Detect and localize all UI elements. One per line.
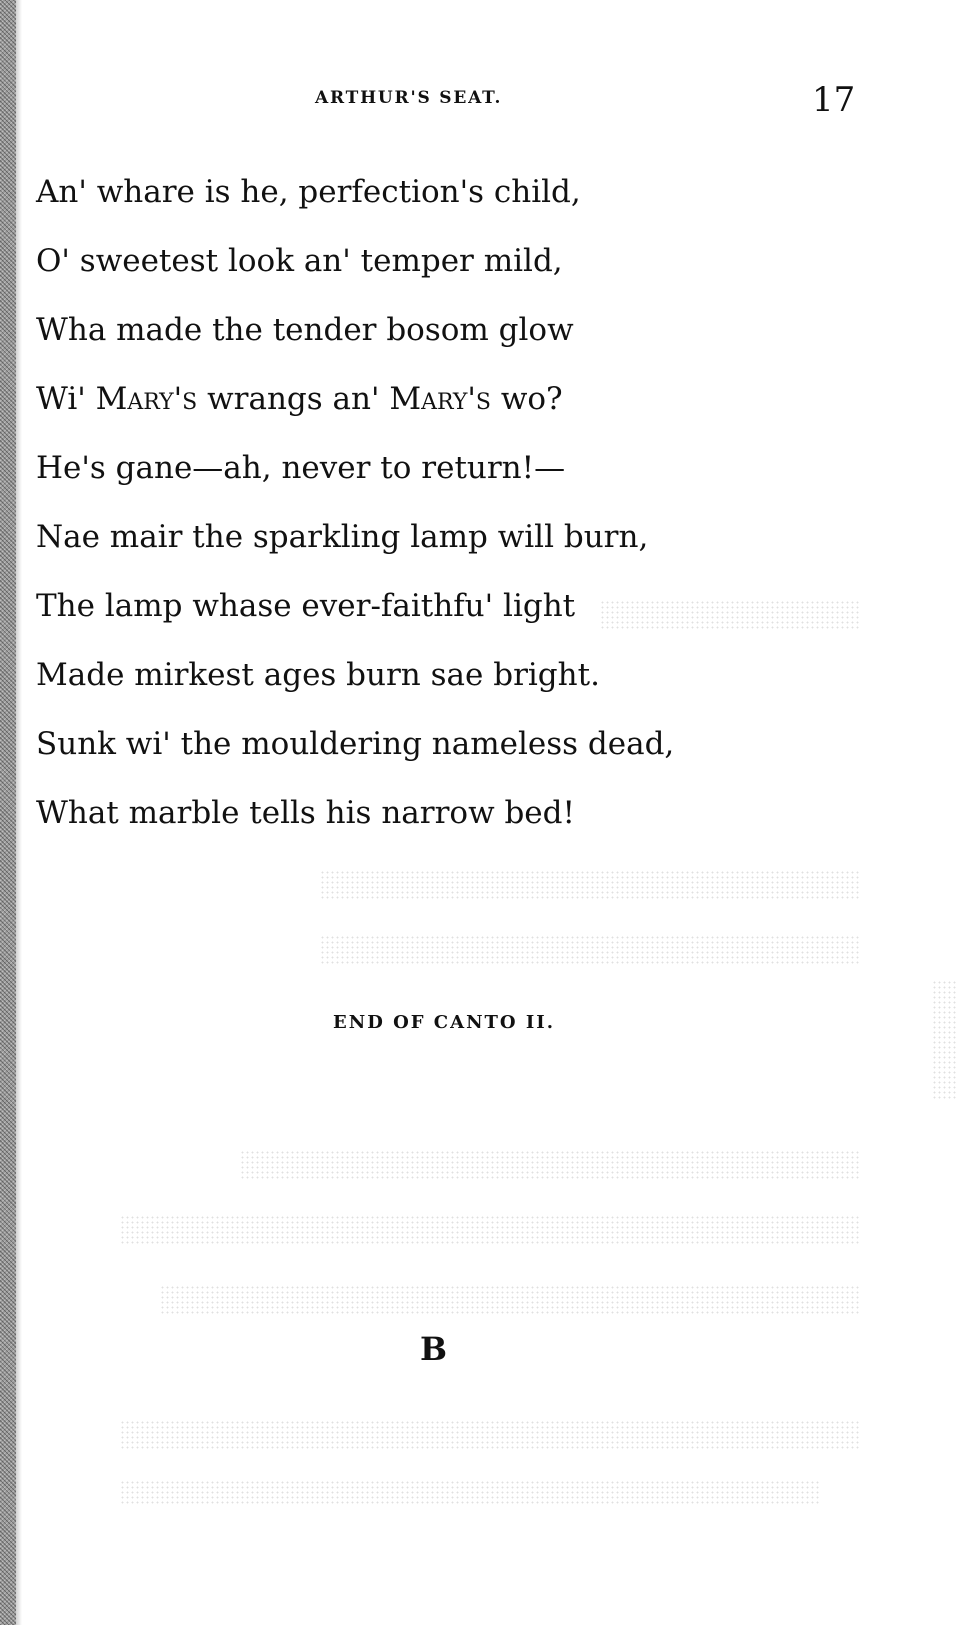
page-number: 17 bbox=[812, 80, 856, 120]
small-caps-name: Mary's bbox=[95, 381, 198, 417]
show-through-texture bbox=[120, 1480, 820, 1506]
verse-text: wrangs an' bbox=[197, 381, 390, 417]
verse-line bbox=[36, 365, 674, 434]
binding-gutter bbox=[0, 0, 16, 1625]
verse-text: He's gane—ah, never to return!— bbox=[36, 450, 566, 486]
signature-mark: B bbox=[420, 1330, 448, 1368]
small-caps-name: Mary's bbox=[389, 381, 491, 417]
show-through-texture bbox=[120, 1420, 860, 1450]
verse-line bbox=[36, 434, 674, 503]
show-through-texture bbox=[320, 870, 860, 900]
verse-line bbox=[36, 710, 674, 779]
verse-line bbox=[36, 503, 674, 572]
verse-text: Wha made the tender bosom glow bbox=[36, 312, 574, 348]
verse-text: Nae mair the sparkling lamp will burn, bbox=[36, 519, 649, 555]
verse-stanza bbox=[36, 158, 674, 848]
verse-line bbox=[36, 227, 674, 296]
verse-line bbox=[36, 779, 674, 848]
end-of-canto-note: END OF CANTO II. bbox=[333, 1012, 555, 1033]
show-through-texture bbox=[160, 1285, 860, 1315]
verse-text: An' whare is he, perfection's child, bbox=[36, 174, 581, 210]
show-through-texture bbox=[240, 1150, 860, 1180]
show-through-texture bbox=[120, 1215, 860, 1245]
verse-text: wo? bbox=[490, 381, 563, 417]
verse-text: Wi' bbox=[36, 381, 96, 417]
verse-line bbox=[36, 158, 674, 227]
verse-text: What marble tells his narrow bed! bbox=[36, 795, 575, 831]
show-through-texture bbox=[932, 980, 958, 1100]
verse-text: Sunk wi' the mouldering nameless dead, bbox=[36, 726, 675, 762]
show-through-texture bbox=[320, 935, 860, 965]
verse-text: O' sweetest look an' temper mild, bbox=[36, 243, 563, 279]
verse-line bbox=[36, 641, 674, 710]
running-head-title: ARTHUR'S SEAT. bbox=[315, 88, 503, 108]
verse-line bbox=[36, 296, 674, 365]
verse-line bbox=[36, 572, 674, 641]
verse-text: Made mirkest ages burn sae bright. bbox=[36, 657, 600, 693]
verse-text: The lamp whase ever-faithfu' light bbox=[36, 588, 576, 624]
